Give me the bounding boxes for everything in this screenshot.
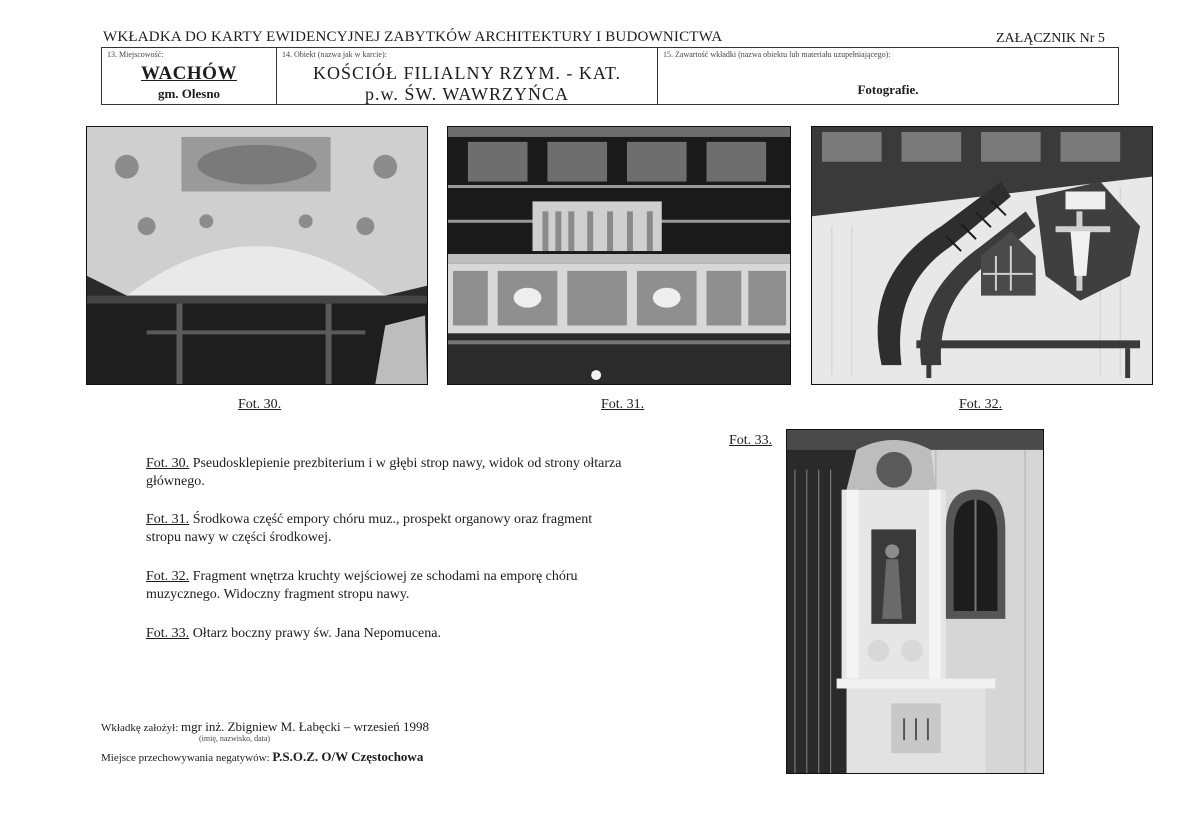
annex-number: ZAŁĄCZNIK Nr 5 [996,31,1105,46]
staircase-photo-icon [812,127,1152,384]
description-31 [146,511,626,547]
commune-value: gm. Olesno [157,86,221,101]
storage-value: P.S.O.Z. O/W Częstochowa [272,749,424,764]
photo-33 [786,429,1044,774]
caption-32: Fot. 32. [959,397,1003,412]
caption-33: Fot. 33. [729,433,773,448]
description-33-text: Ołtarz boczny prawy św. Jana Nepomucena. [189,626,441,641]
object-label: 14. Obiekt (nazwa jak w karcie): [282,50,387,59]
object-name-line1: KOŚCIÓŁ FILIALNY RZYM. - KAT. [313,63,621,83]
object-cell [277,48,658,104]
description-33 [146,625,626,643]
storage-label: Miejsce przechowywania negatywów: [101,752,270,764]
place-value: WACHÓW [141,63,237,84]
description-30-text: Pseudosklepienie prezbiterium i w głębi strop nawy, widok od strony ołtarza głównego. [146,456,622,489]
description-33-ref: Fot. 33. [146,626,190,641]
object-name-line2: p.w. ŚW. WAWRZYŃCA [365,84,569,104]
description-30 [146,455,626,491]
author-value: mgr inż. Zbigniew M. Łabęcki – wrzesień 1998 [181,719,430,734]
description-32 [146,568,626,604]
photo-30 [86,126,428,385]
caption-30: Fot. 30. [238,397,282,412]
description-31-text: Środkowa część empory chóru muz., prospekt organowy oraz fragment stropu nawy w części środkowej. [146,512,593,545]
author-hint: (imię, nazwisko, data) [199,734,271,743]
content-value: Fotografie. [857,82,919,97]
header-table [101,47,1119,105]
place-cell [102,48,277,104]
description-30-ref: Fot. 30. [146,456,190,471]
description-31-ref: Fot. 31. [146,512,190,527]
author-label: Wkładkę założył: [101,722,179,734]
caption-31: Fot. 31. [601,397,645,412]
storage-line [101,749,423,765]
photo-32 [811,126,1153,385]
place-label: 13. Miejscowość: [107,50,164,59]
side-altar-photo-icon [787,430,1043,773]
ceiling-photo-icon [87,127,427,384]
description-32-ref: Fot. 32. [146,569,190,584]
organ-gallery-photo-icon [448,127,790,384]
content-label: 15. Zawartość wkładki (nazwa obiektu lub materiału uzupełniającego): [663,50,891,59]
photo-31 [447,126,791,385]
document-title: WKŁADKA DO KARTY EWIDENCYJNEJ ZABYTKÓW ARCHITEKTURY I BUDOWNICTWA [103,29,723,45]
content-cell [658,48,1118,104]
author-line [101,719,429,735]
description-32-text: Fragment wnętrza kruchty wejściowej ze schodami na emporę chóru muzycznego. Widoczny fragment stropu nawy. [146,569,578,602]
